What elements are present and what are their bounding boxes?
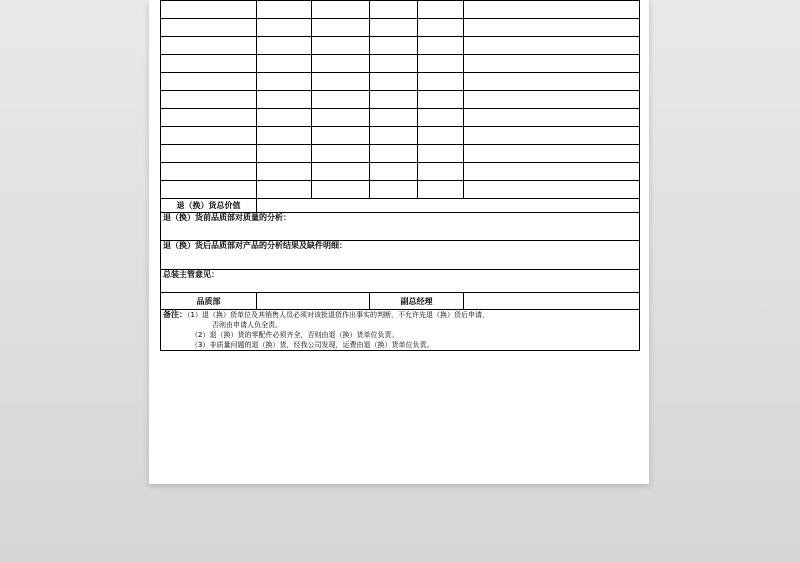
item-cell[interactable] — [312, 1, 370, 19]
item-cell[interactable] — [161, 19, 257, 37]
signature-row — [161, 293, 640, 310]
total-value-label: 退（换）货总价值 — [161, 199, 257, 213]
item-cell[interactable] — [418, 1, 464, 19]
item-cell[interactable] — [161, 163, 257, 181]
director-opinion-row — [161, 270, 640, 293]
item-cell[interactable] — [464, 1, 640, 19]
deputy-gm-label: 副总经理 — [370, 293, 464, 310]
item-cell[interactable] — [161, 73, 257, 91]
item-cell[interactable] — [312, 91, 370, 109]
item-cell[interactable] — [418, 91, 464, 109]
item-cell[interactable] — [312, 73, 370, 91]
item-cell[interactable] — [161, 145, 257, 163]
item-cell[interactable] — [370, 181, 418, 199]
item-cell[interactable] — [464, 19, 640, 37]
item-cell[interactable] — [464, 127, 640, 145]
item-cell[interactable] — [370, 91, 418, 109]
post-return-analysis-label: 退（换）货后品质部对产品的分析结果及缺件明细： — [163, 241, 347, 250]
note-1-text: （1）退（换）货单位及其销售人员必须对该批退货作出事实的判断，不允许先退（换）货后申请， — [187, 311, 489, 319]
item-row — [161, 37, 640, 55]
item-row — [161, 19, 640, 37]
item-cell[interactable] — [312, 127, 370, 145]
item-cell[interactable] — [464, 73, 640, 91]
item-cell[interactable] — [464, 55, 640, 73]
note-line-2: （2）退（换）货的零配件必须齐全，否则由退（换）货单位负责。 — [191, 331, 399, 339]
deputy-gm-signature-cell[interactable] — [464, 293, 640, 310]
item-cell[interactable] — [370, 37, 418, 55]
pre-return-analysis-field[interactable] — [161, 213, 640, 241]
total-value-row — [161, 199, 640, 213]
item-cell[interactable] — [370, 145, 418, 163]
item-cell[interactable] — [257, 37, 312, 55]
note-line-3: （3）非质量问题的退（换）货，经我公司发现，运费由退（换）货单位负责。 — [191, 341, 434, 349]
quality-dept-signature-cell[interactable] — [257, 293, 370, 310]
item-cell[interactable] — [464, 163, 640, 181]
item-cell[interactable] — [312, 37, 370, 55]
total-value-cell[interactable] — [257, 199, 640, 213]
return-exchange-form-table — [160, 0, 640, 351]
item-cell[interactable] — [257, 55, 312, 73]
item-row — [161, 1, 640, 19]
note-line-1-continued: 否则由申请人负全责。 — [212, 321, 282, 329]
item-cell[interactable] — [464, 109, 640, 127]
notes-row — [161, 310, 640, 351]
item-cell[interactable] — [257, 91, 312, 109]
item-cell[interactable] — [464, 91, 640, 109]
item-cell[interactable] — [418, 181, 464, 199]
notes-label: 备注： — [163, 310, 187, 319]
item-cell[interactable] — [257, 145, 312, 163]
pre-return-analysis-row — [161, 213, 640, 241]
item-row — [161, 55, 640, 73]
item-row — [161, 127, 640, 145]
item-cell[interactable] — [257, 19, 312, 37]
item-cell[interactable] — [161, 109, 257, 127]
item-cell[interactable] — [464, 145, 640, 163]
item-cell[interactable] — [418, 163, 464, 181]
item-cell[interactable] — [161, 181, 257, 199]
item-row — [161, 109, 640, 127]
director-opinion-field[interactable] — [161, 270, 640, 293]
note-line-1 — [163, 310, 637, 320]
item-cell[interactable] — [257, 73, 312, 91]
item-cell[interactable] — [312, 181, 370, 199]
item-rows — [161, 1, 640, 199]
notes-cell — [161, 310, 640, 351]
item-cell[interactable] — [418, 55, 464, 73]
item-cell[interactable] — [418, 109, 464, 127]
item-cell[interactable] — [161, 91, 257, 109]
item-cell[interactable] — [257, 1, 312, 19]
item-cell[interactable] — [464, 37, 640, 55]
post-return-analysis-row — [161, 241, 640, 270]
item-cell[interactable] — [161, 1, 257, 19]
item-row — [161, 181, 640, 199]
item-cell[interactable] — [418, 37, 464, 55]
item-cell[interactable] — [312, 55, 370, 73]
item-row — [161, 73, 640, 91]
item-row — [161, 145, 640, 163]
item-cell[interactable] — [418, 19, 464, 37]
item-cell[interactable] — [370, 19, 418, 37]
director-opinion-label: 总装主管意见： — [163, 270, 219, 279]
item-cell[interactable] — [312, 109, 370, 127]
item-cell[interactable] — [370, 163, 418, 181]
item-cell[interactable] — [418, 145, 464, 163]
quality-dept-label: 品质部 — [161, 293, 257, 310]
item-row — [161, 91, 640, 109]
post-return-analysis-field[interactable] — [161, 241, 640, 270]
item-cell[interactable] — [312, 145, 370, 163]
item-cell[interactable] — [370, 1, 418, 19]
item-cell[interactable] — [257, 109, 312, 127]
item-cell[interactable] — [161, 127, 257, 145]
item-cell[interactable] — [257, 127, 312, 145]
item-cell[interactable] — [161, 55, 257, 73]
item-cell[interactable] — [370, 55, 418, 73]
item-cell[interactable] — [370, 109, 418, 127]
item-cell[interactable] — [418, 127, 464, 145]
item-cell[interactable] — [161, 37, 257, 55]
item-cell[interactable] — [418, 73, 464, 91]
item-cell[interactable] — [312, 19, 370, 37]
item-cell[interactable] — [370, 73, 418, 91]
pre-return-analysis-label: 退（换）货前品质部对质量的分析： — [163, 213, 291, 222]
item-row — [161, 163, 640, 181]
item-cell[interactable] — [257, 163, 312, 181]
item-cell[interactable] — [257, 181, 312, 199]
item-cell[interactable] — [370, 127, 418, 145]
item-cell[interactable] — [312, 163, 370, 181]
item-cell[interactable] — [464, 181, 640, 199]
